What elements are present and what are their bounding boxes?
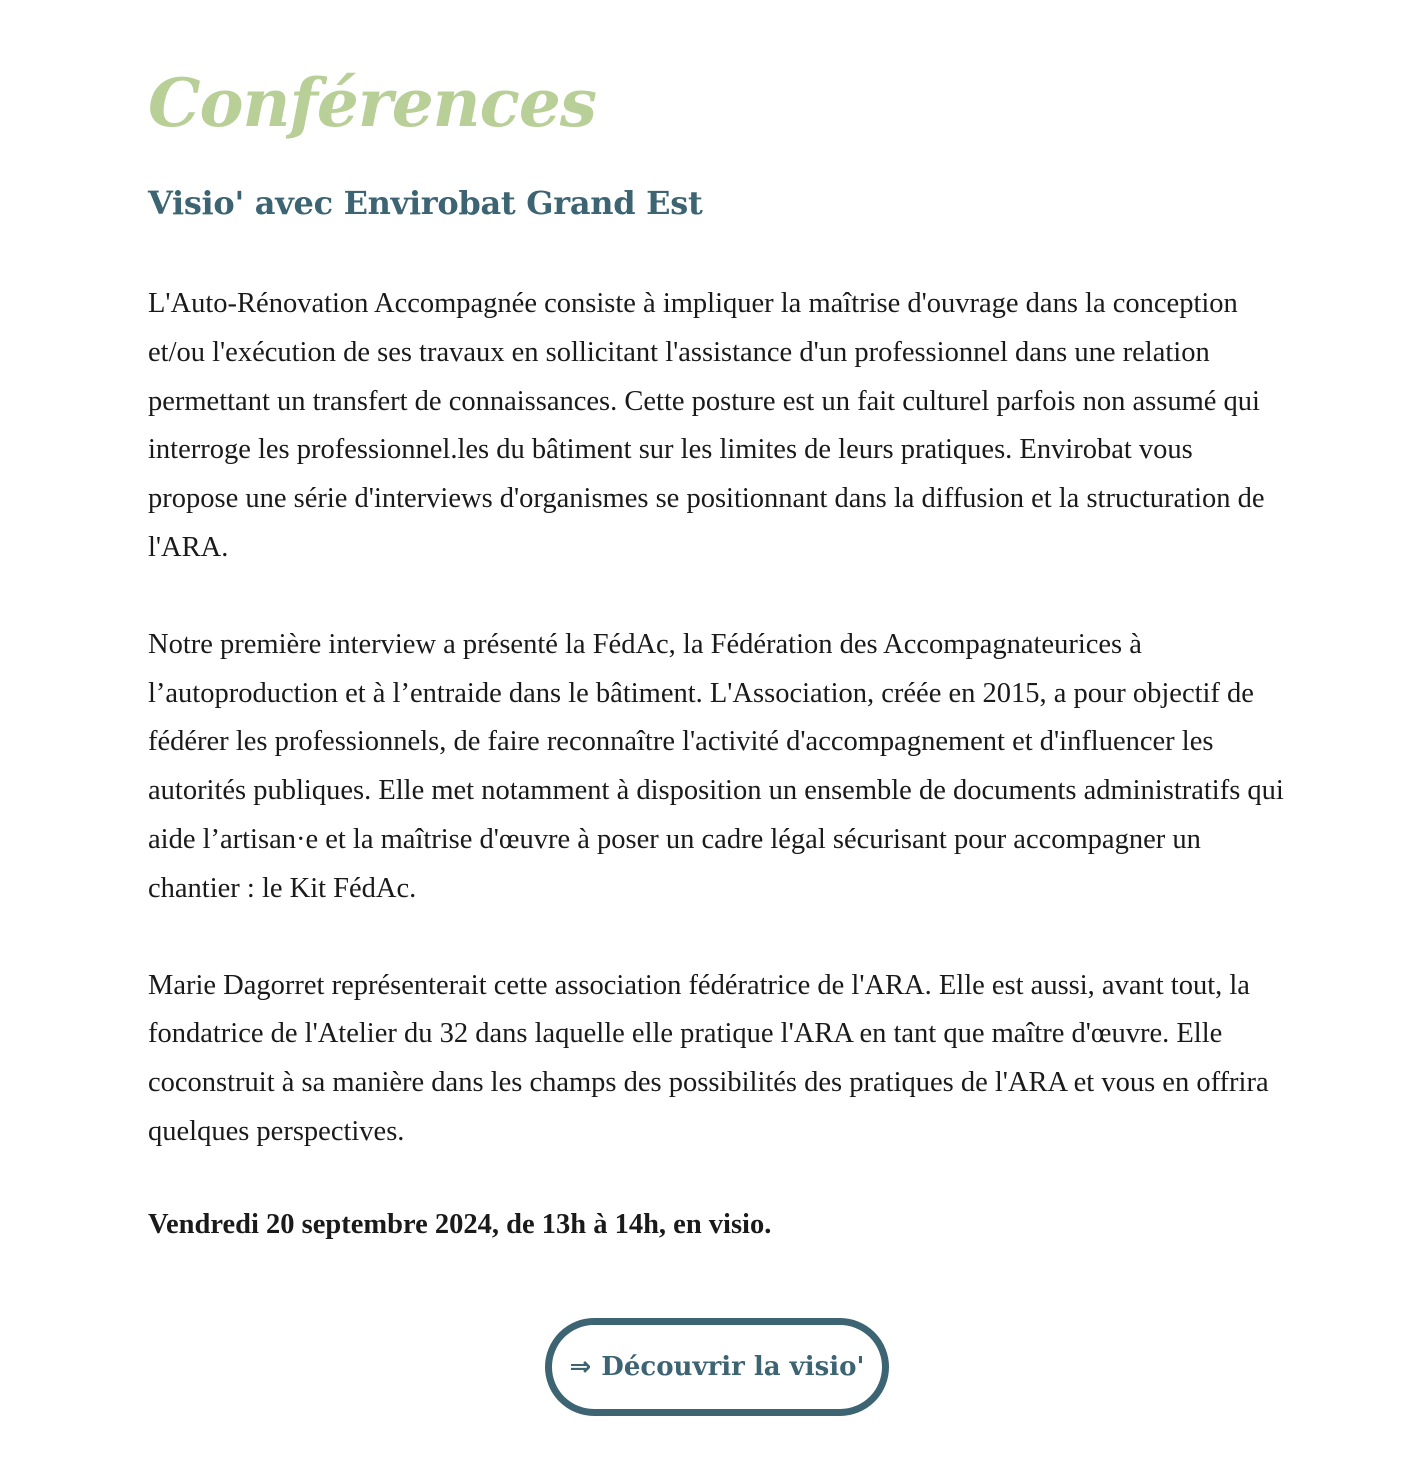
event-description [148,280,1286,1245]
paragraph-speaker: Marie Dagorret représenterait cette association fédératrice de l'ARA. Elle est aussi, avant tout, la fondatrice de l'Atelier du 32 dans laquelle elle pratique l'ARA en tant que maître d'œuvre. Elle coconstruit à sa manière dans les champs des possibilités des pratiques de l'ARA et vous en offrira quelques perspectives. [148,969,1269,1147]
double-arrow-right-icon: ⇒ [569,1352,592,1382]
event-date: Vendredi 20 septembre 2024, de 13h à 14h, en visio. [148,1208,772,1240]
section-title: Conférences [148,64,597,142]
cta-container [0,1318,1426,1416]
paragraph-fedac: Notre première interview a présenté la FédAc, la Fédération des Accompagnateurices à l’autoproduction et à l’entraide dans le bâtiment. L'Association, créée en 2015, a pour objectif de fédérer les professionnels, de faire reconnaître l'activité d'accompagnement et d'influencer les autorités publiques. Elle met notamment à disposition un ensemble de documents administratifs qui aide l’artisan·e et la maîtrise d'œuvre à poser un cadre légal sécurisant pour accompagner un chantier : le Kit FédAc. [148,628,1284,904]
discover-visio-button[interactable] [545,1318,889,1416]
discover-visio-label: Découvrir la visio' [601,1352,865,1382]
paragraph-intro: L'Auto-Rénovation Accompagnée consiste à impliquer la maîtrise d'ouvrage dans la conception et/ou l'exécution de ses travaux en sollicitant l'assistance d'un professionnel dans une relation permettant un transfert de connaissances. Cette posture est un fait culturel parfois non assumé qui interroge les professionnel.les du bâtiment sur les limites de leurs pratiques. Envirobat vous propose une série d'interviews d'organismes se positionnant dans la diffusion et la structuration de l'ARA. [148,288,1265,563]
event-title: Visio' avec Envirobat Grand Est [148,184,703,222]
